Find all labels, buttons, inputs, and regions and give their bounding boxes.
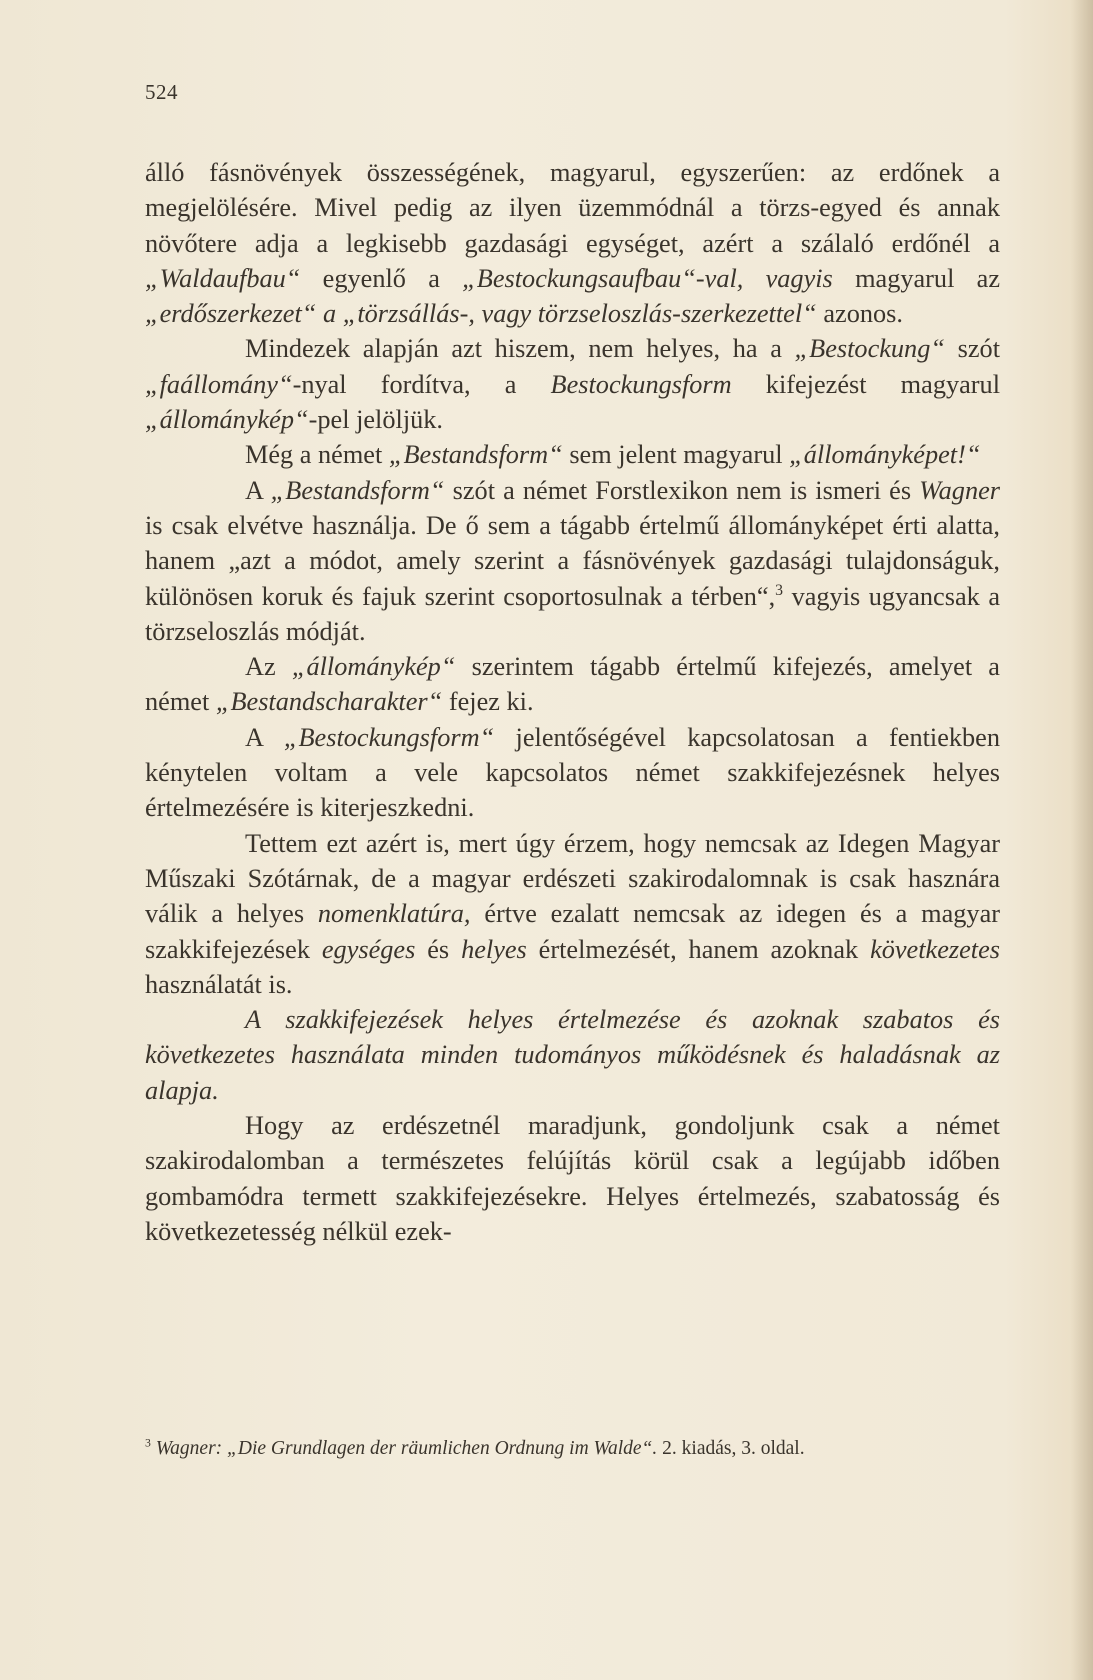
paragraph xyxy=(145,155,1000,331)
text-run: álló fásnövények összességének, magyarul, egyszerűen: az erdőnek a megjelölésére. Mivel pedig az ilyen üzemmódnál a törzs-egyed és annak növőtere adja a legkisebb gazdasági egységet, azért a szálaló erdőnél a xyxy=(145,158,1000,258)
text-run: szerintem tágabb értelmű kifejezés, amelyet a német xyxy=(145,652,1000,717)
text-run: kifejezést magyarul xyxy=(731,369,1000,399)
italic-text: helyes xyxy=(461,934,527,964)
paragraph xyxy=(145,649,1000,720)
text-run: -pel jelöljük. xyxy=(308,405,443,435)
text-run: azonos. xyxy=(816,299,903,329)
page-number: 524 xyxy=(145,80,178,104)
text-run: Még a német xyxy=(245,440,389,470)
italic-text: „állományképet!“ xyxy=(789,440,981,470)
text-run: magyarul az xyxy=(832,263,1000,293)
text-run: használatát is. xyxy=(145,969,293,999)
body-text xyxy=(145,155,1000,1249)
text-run: Mindezek alapján azt hiszem, nem helyes, ha a xyxy=(245,334,795,364)
text-run: -nyal fordítva, a xyxy=(292,369,551,399)
text-run: Az xyxy=(245,652,292,682)
italic-text: „Bestandsform“ xyxy=(270,475,445,505)
text-run: sem jelent magyarul xyxy=(562,440,790,470)
text-run: fejez ki. xyxy=(442,687,534,717)
text-run: vagyis ugyancsak a törzseloszlás módját. xyxy=(145,581,1000,646)
italic-text: „Bestandsform“ xyxy=(388,440,563,470)
italic-text: Wagner xyxy=(919,475,1000,505)
text-run: szót a német Forstlexikon nem is ismeri és xyxy=(444,475,920,505)
text-run: A xyxy=(245,722,284,752)
text-run: A xyxy=(245,475,271,505)
footnote-reference: 3 xyxy=(775,581,784,599)
footnote-paragraph xyxy=(145,1436,1000,1461)
text-run: Tettem ezt azért is, mert úgy érzem, hogy nemcsak az Idegen Magyar Műszaki Szótárnak, de a magyar erdészeti szakirodalomnak is csak hasznára válik a helyes xyxy=(145,828,1000,929)
italic-text: „Bestockungsform“ xyxy=(283,722,495,752)
italic-text: Wagner: „Die Grundlagen der räumlichen Ordnung im Walde“. xyxy=(155,1438,658,1459)
paragraph xyxy=(145,826,1000,1002)
paragraph xyxy=(145,331,1000,437)
italic-text: „állománykép“ xyxy=(291,652,456,682)
italic-text: „Bestockung“ xyxy=(794,334,945,364)
text-run: és xyxy=(415,934,462,964)
italic-text: „erdőszerkezet“ a „törzsállás-, vagy törzseloszlás-szerkezettel“ xyxy=(145,299,817,329)
footnote-text xyxy=(151,1438,805,1459)
text-run: Hogy az erdészetnél maradjunk, gondoljunk csak a német szakirodalomban a természetes felújítás körül csak a legújabb időben gombamódra termett szakkifejezésekre. Helyes értelmezés, szabatosság és következetesség nélkül ezek- xyxy=(145,1111,1000,1246)
italic-text: „Bestockungsaufbau“-val, vagyis xyxy=(462,263,833,293)
paragraph xyxy=(145,1108,1000,1249)
italic-text: „Bestandscharakter“ xyxy=(215,687,443,717)
page-edge-shadow xyxy=(1071,0,1093,1680)
text-run: egyenlő a xyxy=(300,263,463,293)
italic-text: egységes xyxy=(321,934,416,964)
text-run: is csak elvétve használja. De ő sem a tágabb értelmű állományképet érti alatta, hanem „azt a módot, amely szerint a fásnövények gazdasági tulajdonságuk, különösen koruk és fajuk szerint csoportosulnak a térben“, xyxy=(145,510,1000,611)
text-run: szót xyxy=(944,334,1000,364)
paragraph xyxy=(145,437,1000,472)
italic-text: következetes xyxy=(870,934,1000,964)
text-run: értve ezalatt nemcsak az idegen és a magyar szakkifejezések xyxy=(145,899,1001,964)
italic-text: „Waldaufbau“ xyxy=(145,263,301,293)
footnote-marker: 3 xyxy=(145,1436,151,1450)
paragraph xyxy=(145,720,1000,826)
text-run: jelentőségével kapcsolatosan a fentiekben kénytelen voltam a vele kapcsolatos német szakkifejezésnek helyes értelmezésére is kiterjeszkedni. xyxy=(145,722,1000,823)
italic-text: nomenklatúra, xyxy=(317,899,471,929)
text-run: 2. kiadás, 3. oldal. xyxy=(657,1438,805,1459)
italic-text: A szakkifejezések helyes értelmezése és azoknak szabatos és következetes használata minden tudományos működésnek és haladásnak az alapja. xyxy=(145,1005,1000,1105)
text-run: értelmezését, hanem azoknak xyxy=(526,934,871,964)
italic-text: Bestockungsform xyxy=(550,369,732,399)
paragraph xyxy=(145,473,1000,649)
italic-text: „állománykép“ xyxy=(145,405,309,435)
footnote xyxy=(145,1436,1000,1461)
paragraph xyxy=(145,1002,1000,1108)
italic-text: „faállomány“ xyxy=(145,369,293,399)
